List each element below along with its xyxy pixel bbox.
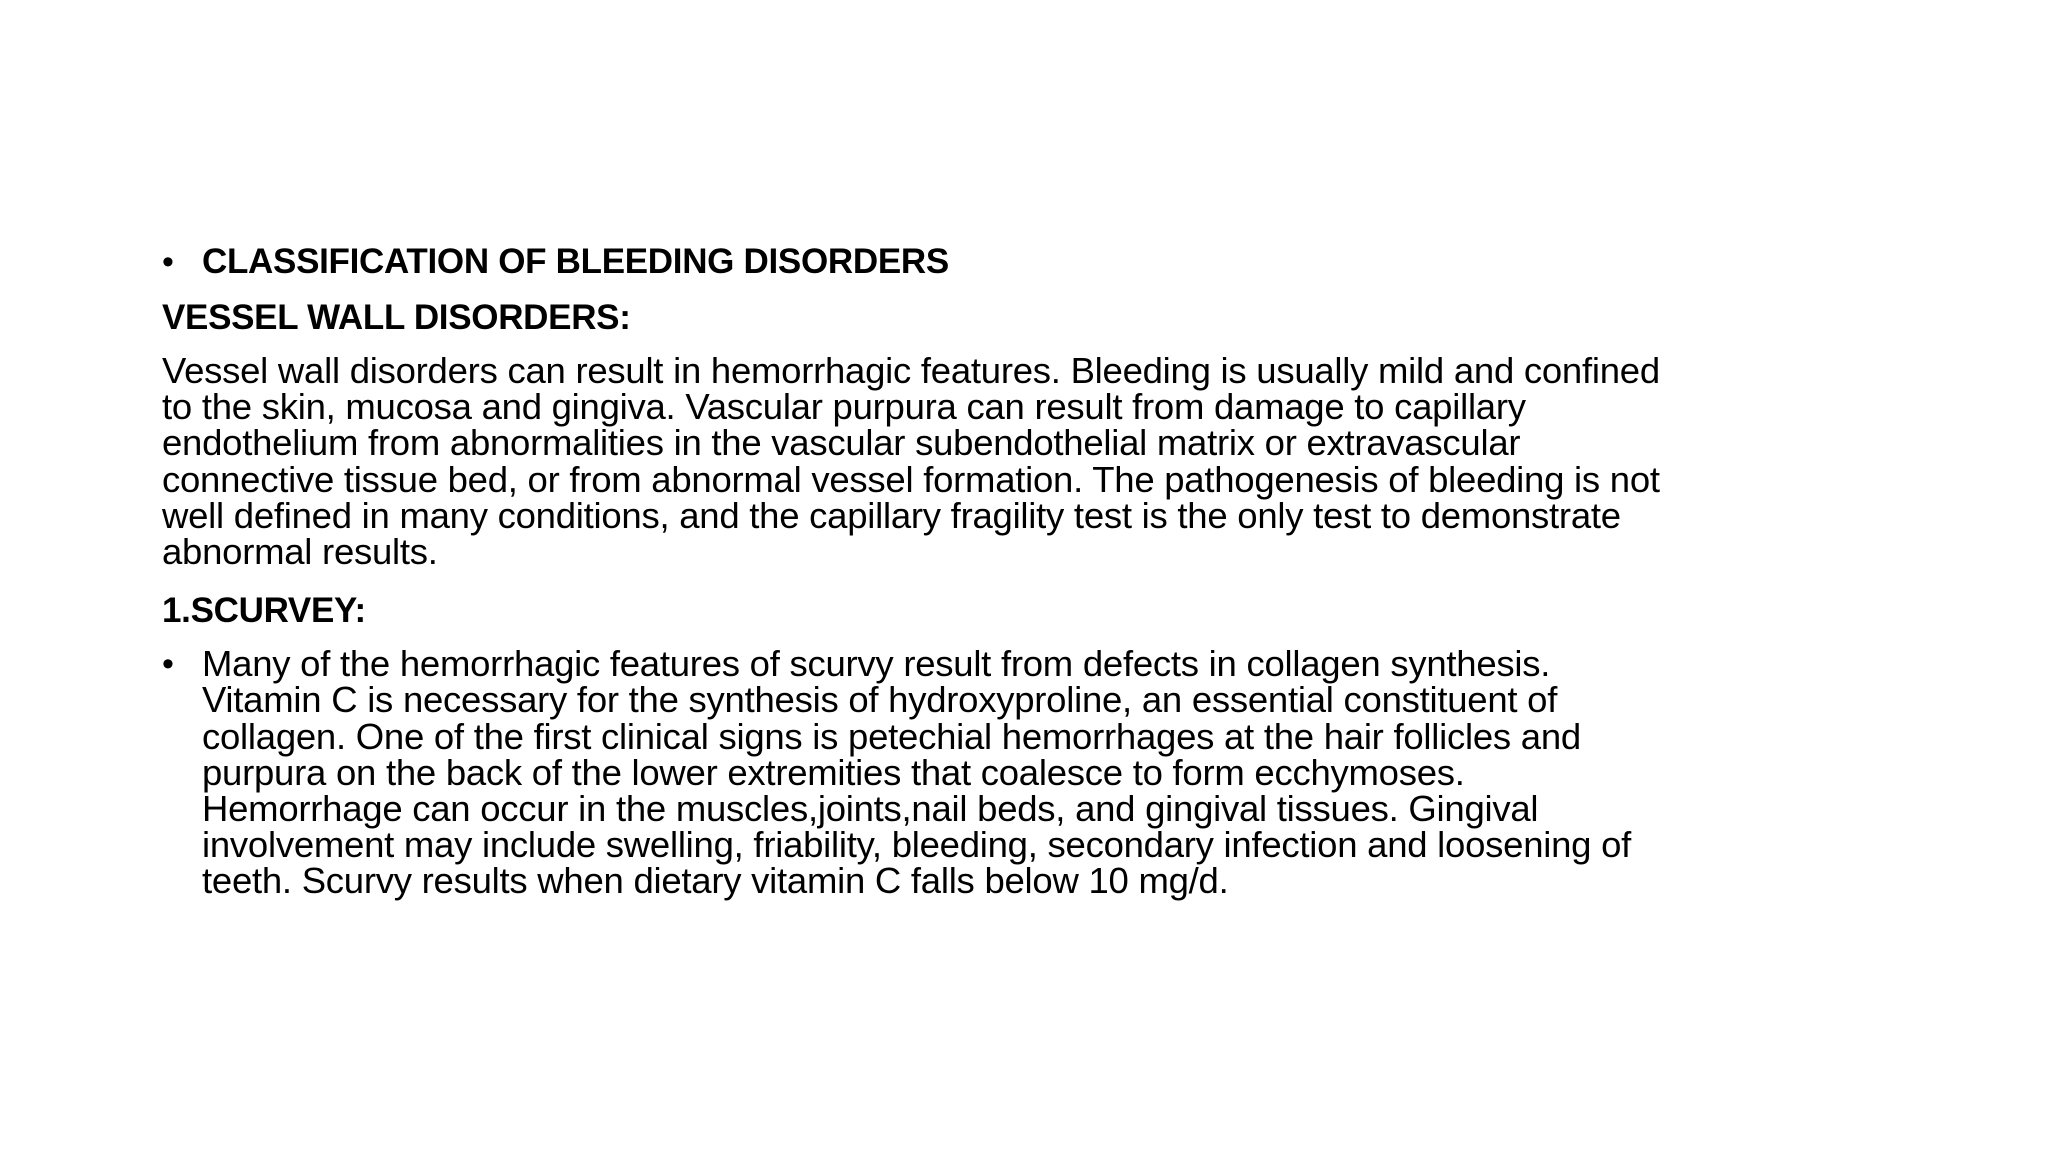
paragraph-line: to the skin, mucosa and gingiva. Vascular purpura can result from damage to capillary bbox=[162, 386, 1526, 428]
slide-content bbox=[162, 237, 1842, 900]
paragraph-line: Hemorrhage can occur in the muscles,joints,nail beds, and gingival tissues. Gingival bbox=[202, 788, 1539, 830]
scurvy-paragraph bbox=[202, 643, 1632, 902]
paragraph-line: Vessel wall disorders can result in hemorrhagic features. Bleeding is usually mild and confined bbox=[162, 350, 1660, 391]
bullet-icon: • bbox=[162, 645, 174, 684]
paragraph-line: collagen. One of the first clinical signs is petechial hemorrhages at the hair follicles and bbox=[202, 715, 1581, 757]
paragraph-line: Vitamin C is necessary for the synthesis of hydroxyproline, an essential constituent of bbox=[202, 679, 1558, 721]
paragraph-line: involvement may include swelling, friability, bleeding, secondary infection and loosening of bbox=[202, 824, 1632, 866]
paragraph-line: well defined in many conditions, and the capillary fragility test is the only test to demonstrate bbox=[162, 494, 1621, 536]
paragraph-line: Many of the hemorrhagic features of scurvy result from defects in collagen synthesis. bbox=[202, 643, 1551, 685]
classification-bullet-row bbox=[162, 237, 1842, 287]
paragraph-line: purpura on the back of the lower extremities that coalesce to form ecchymoses. bbox=[202, 751, 1465, 793]
scurvy-heading: 1.SCURVEY: bbox=[162, 591, 366, 631]
paragraph-line: abnormal results. bbox=[162, 531, 438, 573]
scurvy-bullet-row bbox=[162, 643, 1842, 902]
vessel-wall-heading: VESSEL WALL DISORDERS: bbox=[162, 298, 631, 337]
bullet-icon: • bbox=[162, 243, 174, 281]
paragraph-line: endothelium from abnormalities in the vascular subendothelial matrix or extravascular bbox=[162, 422, 1521, 464]
vessel-wall-paragraph bbox=[162, 350, 1842, 573]
paragraph-line: teeth. Scurvy results when dietary vitamin C falls below 10 mg/d. bbox=[202, 860, 1229, 902]
paragraph-line: connective tissue bed, or from abnormal vessel formation. The pathogenesis of bleeding is not bbox=[162, 458, 1660, 500]
classification-heading: CLASSIFICATION OF BLEEDING DISORDERS bbox=[202, 242, 949, 281]
